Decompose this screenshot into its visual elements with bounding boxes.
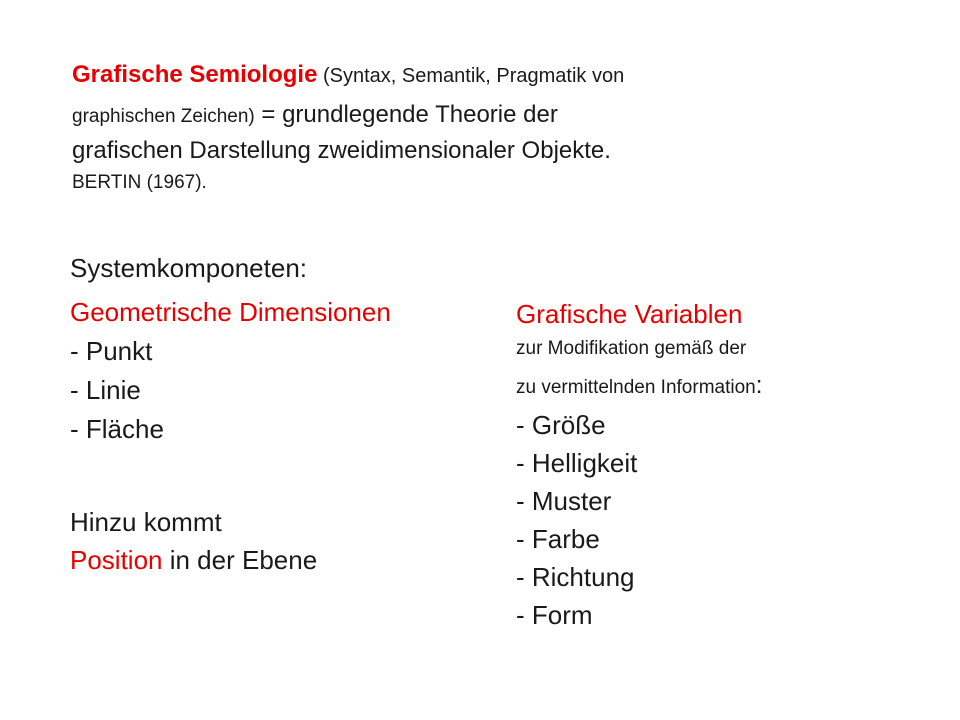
intro-parenthetical-2: graphischen Zeichen) (72, 106, 255, 127)
intro-line-1 (72, 53, 624, 97)
variable-item-richtung: - Richtung (516, 562, 635, 592)
intro-definition-2: grafischen Darstellung zweidimensionaler Objekte. (72, 137, 611, 164)
intro-parenthetical-1: (Syntax, Semantik, Pragmatik von (317, 65, 625, 87)
graphic-variables-section (516, 296, 762, 634)
addition-rest: in der Ebene (162, 545, 318, 575)
graphic-variables-heading: Grafische Variablen (516, 299, 743, 329)
geometric-item-punkt: - Punkt (70, 336, 153, 366)
intro-paragraph (72, 53, 624, 197)
intro-citation: BERTIN (1967). (72, 172, 207, 193)
variable-item-helligkeit: - Helligkeit (516, 448, 638, 478)
addition-line-2 (70, 541, 317, 579)
geometric-item-linie: - Linie (70, 375, 141, 405)
intro-title: Grafische Semiologie (72, 61, 318, 88)
graphic-variables-subtitle-1: zur Modifikation gemäß der (516, 338, 747, 359)
geometric-item-flaeche: - Fläche (70, 414, 164, 444)
addition-highlight: Position (70, 545, 163, 575)
systemkomponenten-heading: Systemkomponeten: (70, 253, 308, 283)
addition-line-1: Hinzu kommt (70, 507, 222, 537)
graphic-variables-subtitle-2 (516, 366, 762, 406)
variable-item-form: - Form (516, 600, 593, 630)
geometric-dimensions-heading: Geometrische Dimensionen (70, 297, 391, 327)
variable-item-groesse: - Größe (516, 410, 606, 440)
variable-item-farbe: - Farbe (516, 524, 600, 554)
graphic-variables-subtitle-colon: : (755, 372, 763, 399)
intro-definition-1: = grundlegende Theorie der (254, 101, 558, 128)
geometric-dimensions-section (70, 292, 391, 449)
intro-line-2 (72, 97, 624, 133)
addition-section (70, 503, 317, 579)
variable-item-muster: - Muster (516, 486, 612, 516)
graphic-variables-subtitle-2-text: zu vermittelnden Information (516, 377, 756, 398)
